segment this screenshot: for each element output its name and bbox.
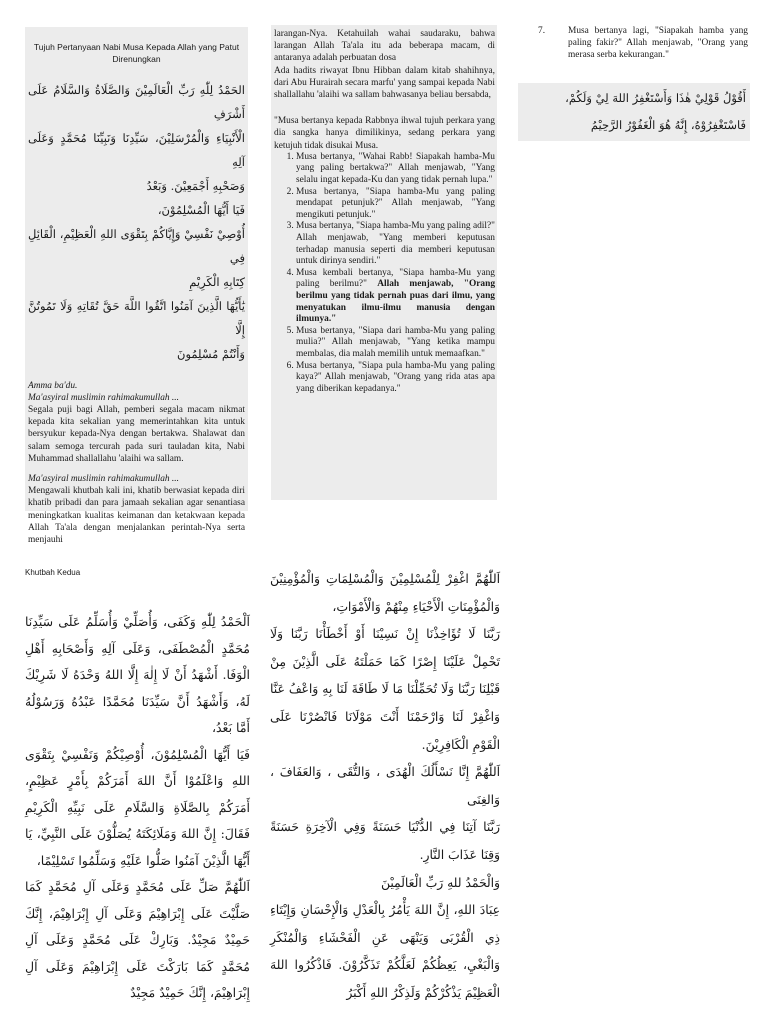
arabic-line: فَيَا أَيُّهَا الْمُسْلِمُوْنَ، bbox=[157, 202, 245, 217]
arabic-line: وَأَنْتُمْ مُسْلِمُونَ bbox=[177, 346, 245, 361]
arabic-line: أُوْصِيْ نَفْسِيْ وَإِيَّاكُمْ بِتَقْوَى اللهِ الْعَظِيْمِ، الْقَائِلِ فِي bbox=[28, 226, 245, 265]
arabic-paragraph: رَبَّنَا آتِنَا فِي الدُّنْيَا حَسَنَةً وَفِي الْآخِرَةِ حَسَنَةً وَقِنَا عَذَابَ النَّارِ. bbox=[270, 820, 500, 862]
list-item bbox=[296, 268, 495, 326]
paragraph: "Musa bertanya kepada Rabbnya ihwal tujuh perkara yang dia sangka hanya dimilikinya, sedang perkara yang ketujuh tidak disukai Musa. bbox=[274, 116, 495, 151]
list-number: 7. bbox=[538, 26, 546, 36]
page-column-4 bbox=[25, 568, 250, 1020]
page-column-5 bbox=[270, 566, 500, 1021]
list-item: 6. Musa bertanya, "Siapa pula hamba-Mu yang paling kaya?" Allah menjawab, "Orang yang rida atas apa yang diberikan kepadanya." bbox=[296, 361, 495, 396]
arabic-paragraph: اَللّٰهُمَّ إِنَّا نَسْأَلُكَ الْهُدَى ، وَالتُّقَى ، وَالعَفَافَ ، وَالغِنَى bbox=[270, 765, 500, 807]
arabic-paragraph: اَللّٰهُمَّ صَلِّ عَلَى مُحَمَّدٍ وَعَلَى آلِ مُحَمَّدٍ كَمَا صَلَّيْتَ عَلَى إِبْرَاهِيْمَ وَعَلَى آلِ إِبْرَاهِيْمَ، إِنَّكَ حَمِيْدٌ مَجِيْدٌ. وَبَارِكْ عَلَى مُحَمَّدٍ وَعَلَى آلِ مُحَمَّدٍ كَمَا بَارَكْتَ عَلَى إِبْرَاهِيْمَ وَعَلَى آلِ إِبْرَاهِيْمَ، إِنَّكَ حَمِيْدٌ مَجِيْدٌ bbox=[25, 879, 250, 1000]
arabic-paragraph: وَالْحَمْدُ للهِ رَبِّ الْعَالَمِيْنَ bbox=[380, 875, 500, 890]
page-column-1 bbox=[25, 27, 248, 546]
maasyiral-heading: Ma'asyiral muslimin rahimakumullah ... bbox=[28, 392, 179, 403]
arabic-paragraph: اَلْحَمْدُ لِلّٰهِ وَكَفَى، وَأُصَلِّيْ وَأُسَلِّمُ عَلَى سَيِّدِنَا مُحَمَّدٍ الْمُصْطَفَى، وَعَلَى آلِهِ وَأَصْحَابِهِ أَهْلِ الْوَفَا. أَشْهَدُ أَنْ لَا إِلٰهَ إِلَّا اللهُ وَحْدَهُ لَا شَرِيْكَ لَهُ، وَأَشْهَدُ أَنَّ سَيِّدَنَا مُحَمَّدًا عَبْدُهُ وَرَسُوْلُهُ أَمَّا بَعْدُ، bbox=[25, 614, 250, 735]
arabic-paragraph: اَللّٰهُمَّ اغْفِرْ لِلْمُسْلِمِيْنَ وَالْمُسْلِمَاتِ وَالْمُؤْمِنِيْنَ وَالْمُؤْمِنَاتِ الْأَحْيَاءِ مِنْهُمْ وَالْأَمْوَاتِ، bbox=[270, 572, 500, 614]
paragraph: larangan-Nya. Ketahuilah wahai saudaraku, bahwa larangan Allah Ta'ala itu ada beberapa macam, di antaranya adalah perbuatan dosa bbox=[274, 29, 495, 64]
arabic-line: كِتَابِهِ الْكَرِيْمِ bbox=[189, 274, 245, 289]
questions-list bbox=[274, 152, 495, 395]
arabic-line: وَصَحْبِهِ أَجْمَعِيْنَ. وَبَعْدُ bbox=[146, 178, 245, 193]
doa-arabic bbox=[270, 566, 500, 1008]
closing-arabic-box bbox=[518, 83, 750, 141]
page-column-3 bbox=[518, 25, 758, 155]
maasyiral-heading: Ma'asyiral muslimin rahimakumullah ... bbox=[28, 474, 179, 485]
paragraph: Segala puji bagi Allah, pemberi segala macam nikmat kepada kita sekalian yang memerintahkan kita untuk bersyukur kepada-Nya dengan bertakwa. Shalawat dan salam semoga tercurah pada suri tauladan kita, Nabi Muhammad shallallahu 'alaihi wa sallam. bbox=[28, 405, 245, 464]
arabic-paragraph: عِبَادَ اللهِ، إِنَّ اللهَ يَأْمُرُ بِالْعَدْلِ وَالْإِحْسَانِ وَإِيْتَاءِ ذِي الْقُرْبَى وَيَنْهَى عَنِ الْفَحْشَاءِ وَالْمُنْكَرِ وَالْبَغْيِ، يَعِظُكُمْ لَعَلَّكُمْ تَذَكَّرُوْنَ. فَاذْكُرُوا اللهَ الْعَظِيْمَ يَذْكُرْكُمْ وَلَذِكْرُ اللهِ أَكْبَرُ bbox=[270, 903, 500, 1000]
document-title: Tujuh Pertanyaan Nabi Musa Kepada Allah yang Patut Direnungkan bbox=[33, 42, 240, 65]
arabic-line: الحَمْدُ لِلّٰهِ رَبِّ الْعَالَمِيْنَ وَالصَّلَاةُ وَالسَّلَامُ عَلَى أَشْرَفِ bbox=[28, 82, 245, 121]
arabic-line: الْأَنْبِيَاءِ وَالْمُرْسَلِيْنَ، سَيِّدِنَا وَنَبِيِّنَا مُحَمَّدٍ وَعَلَى آلِهِ bbox=[28, 130, 245, 169]
list-item: 2. Musa bertanya, "Siapa hamba-Mu yang paling mendapat petunjuk?" Allah menjawab, "Yang mengikuti petunjuk." bbox=[296, 187, 495, 222]
list-item-text: Musa bertanya lagi, "Siapakah hamba yang paling fakir?" Allah menjawab, "Orang yang merasa serba kekurangan." bbox=[568, 26, 748, 61]
second-sermon-arabic bbox=[25, 609, 250, 1007]
opening-arabic bbox=[28, 78, 245, 366]
page-column-2 bbox=[271, 25, 497, 500]
list-item: 5. Musa bertanya, "Siapa dari hamba-Mu yang paling mulia?" Allah menjawab, "Yang ketika mampu membalas, dia malah memilih untuk memaafkan." bbox=[296, 326, 495, 361]
arabic-line: يَٰأَيُّهَا الَّذِينَ آمَنُوا اتَّقُوا اللَّهَ حَقَّ تُقَاتِهِ وَلَا تَمُوتُنَّ إِلَّا bbox=[28, 298, 245, 337]
list-item-7 bbox=[518, 25, 758, 62]
paragraph: Mengawali khutbah kali ini, khatib berwasiat kepada diri khatib pribadi dan para jamaah sekalian agar senantiasa meningkatkan kualitas keimanan dan ketakwaan kepada Allah Ta'ala dengan menjalankan perintah-Nya serta menjauhi bbox=[28, 486, 245, 546]
list-item: 3. Musa bertanya, "Siapa hamba-Mu yang paling adil?" Allah menjawab, "Yang memberi keputusan terhadap manusia seperti dia memberi keputusan untuk dirinya sendiri." bbox=[296, 221, 495, 267]
arabic-paragraph: رَبَّنَا لَا تُؤَاخِذْنَا إِنْ نَسِيْنَا أَوْ أَخْطَأْنَا رَبَّنَا وَلَا تَحْمِلْ عَلَيْنَا إِصْرًا كَمَا حَمَلْتَهُ عَلَى الَّذِيْنَ مِنْ قَبْلِنَا رَبَّنَا وَلَا تُحَمِّلْنَا مَا لَا طَاقَةَ لَنَا بِهِ وَاعْفُ عَنَّا وَاغْفِرْ لَنَا وَارْحَمْنَا أَنْتَ مَوْلَانَا فَانْصُرْنَا عَلَى الْقَوْمِ الْكَافِرِيْنَ. bbox=[270, 627, 500, 752]
question-text: Musa kembali bertanya, "Siapa hamba-Mu yang paling berilmu?" bbox=[296, 267, 495, 290]
list-item: 1. Musa bertanya, "Wahai Rabb! Siapakah hamba-Mu yang paling bertakwa?" Allah menjawab, "Yang selalu ingat kepada-Ku dan yang tidak pernah lupa." bbox=[296, 152, 495, 187]
answer-text-bold: Allah menjawab, "Orang berilmu yang tidak pernah puas dari ilmu, yang menyatukan ilmu-ilmu manusia dengan ilmunya." bbox=[296, 279, 496, 325]
amma-badu: Amma ba'du. bbox=[28, 380, 78, 391]
section-heading: Khutbah Kedua bbox=[25, 568, 81, 577]
arabic-paragraph: فَيَا أَيُّهَا الْمُسْلِمُوْنَ، أُوْصِيْكُمْ وَنَفْسِيْ بِتَقْوَى اللهِ وَاعْلَمُوْا أَنَّ اللهَ أَمَرَكُمْ بِأَمْرٍ عَظِيْمٍ، أَمَرَكُمْ بِالصَّلَاةِ وَالسَّلَامِ عَلَى نَبِيِّهِ الْكَرِيْمِ فَقَالَ: إِنَّ اللهَ وَمَلَائِكَتَهُ يُصَلُّوْنَ عَلَى النَّبِيِّ، يَا أَيُّهَا الَّذِيْنَ آمَنُوا صَلُّوا عَلَيْهِ وَسَلِّمُوا تَسْلِيْمًا، bbox=[25, 746, 250, 868]
closing-arabic: أَقُوْلُ قَوْلِيْ هٰذَا وَأَسْتَغْفِرُ اللهَ لِيْ وَلَكُمْ، فَاسْتَغْفِرُوْهُ، إِنَّهُ هُوَ الْغَفُوْرُ الرَّحِيْمُ bbox=[565, 90, 746, 132]
paragraph: Ada hadits riwayat Ibnu Hibban dalam kitab shahihnya, dari Abu Hurairah secara marfu' yang sampai kepada Nabi shallallahu 'alaihi wa sallam bahwasanya beliau bersabda, bbox=[274, 65, 495, 101]
